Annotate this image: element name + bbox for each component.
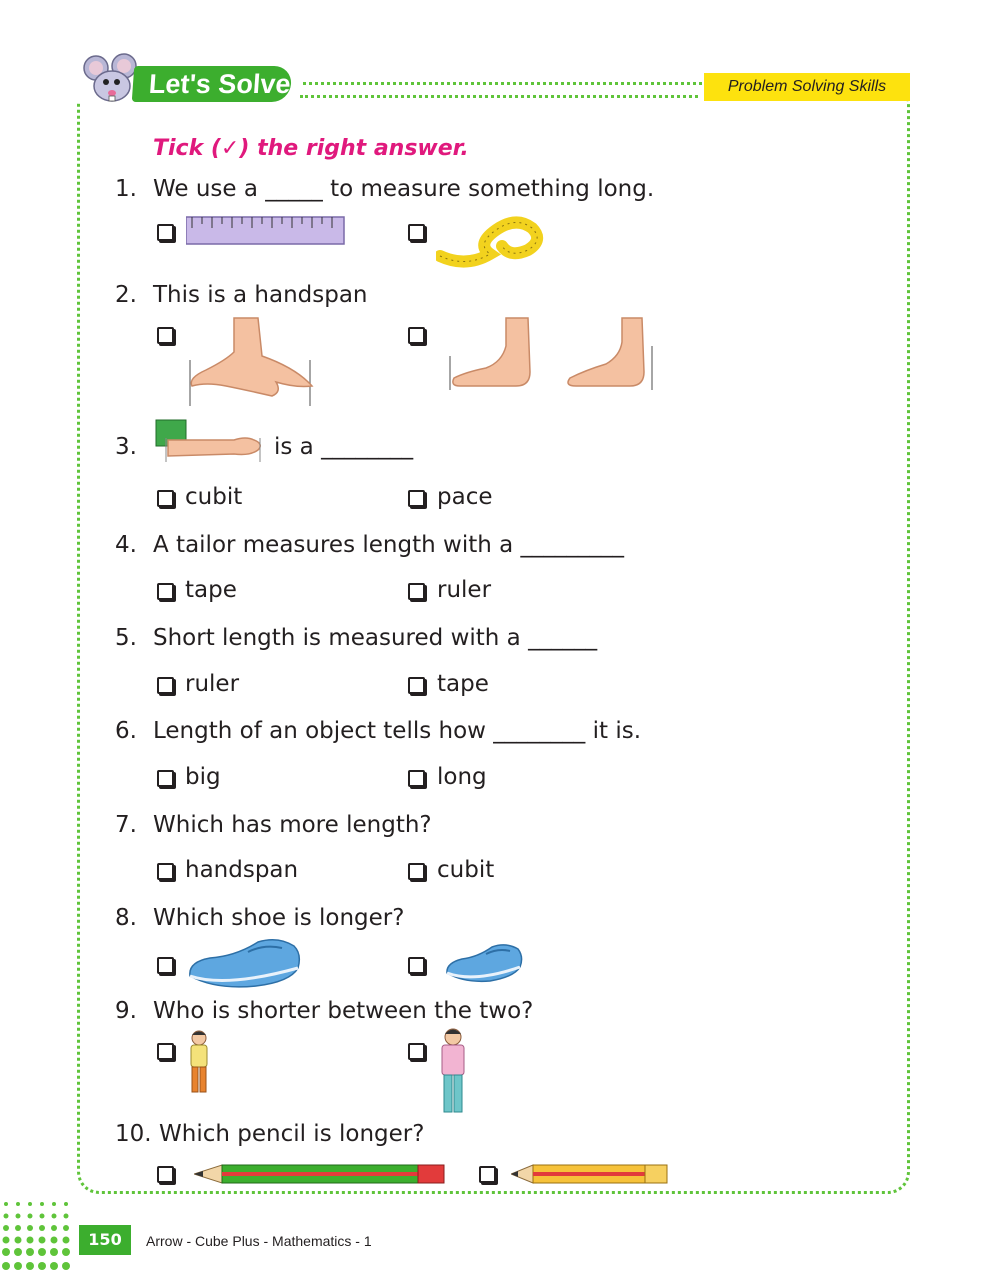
answer-checkbox[interactable] [408,1043,425,1060]
answer-checkbox[interactable] [157,677,174,694]
question-number: 10. [115,1121,152,1147]
answer-checkbox[interactable] [408,863,425,880]
decorative-dot-grid-icon [0,1180,80,1280]
option-label: long [437,764,487,790]
book-title: Arrow - Cube Plus - Mathematics - 1 [146,1233,372,1249]
question-number: 1. [115,176,137,202]
answer-checkbox[interactable] [157,957,174,974]
tall-boy-image [436,1028,470,1114]
question-number: 8. [115,905,137,931]
answer-checkbox[interactable] [157,770,174,787]
option-label: tape [437,671,489,697]
question-text: Short length is measured with a ______ [153,625,598,651]
short-pencil-image [511,1163,669,1185]
answer-checkbox[interactable] [157,327,174,344]
question-number: 5. [115,625,137,651]
answer-checkbox[interactable] [157,583,174,600]
question-number: 4. [115,532,137,558]
short-shoe-image [444,943,524,985]
option-label: ruler [437,577,492,603]
answer-checkbox[interactable] [408,677,425,694]
footspan-image [446,316,656,392]
answer-checkbox[interactable] [157,224,174,241]
answer-checkbox[interactable] [408,957,425,974]
lets-solve-banner: Let's Solve [132,66,293,102]
question-text: Which pencil is longer? [159,1121,425,1147]
answer-checkbox[interactable] [408,224,425,241]
answer-checkbox[interactable] [157,1043,174,1060]
long-shoe-image [186,938,302,990]
page-number: 150 [79,1225,131,1255]
answer-checkbox[interactable] [408,770,425,787]
question-number: 3. [115,434,137,460]
long-pencil-image [194,1163,446,1185]
question-text: Which shoe is longer? [153,905,405,931]
question-number: 6. [115,718,137,744]
question-number: 2. [115,282,137,308]
question-text: Which has more length? [153,812,432,838]
question-text: Length of an object tells how ________ it is. [153,718,642,744]
option-label: tape [185,577,237,603]
skill-tag: Problem Solving Skills [704,73,910,101]
option-label: handspan [185,857,299,883]
option-label: ruler [185,671,240,697]
handspan-image [186,316,316,408]
answer-checkbox[interactable] [408,583,425,600]
question-text: is a ________ [274,434,414,460]
header-dotted-line [300,95,698,98]
answer-checkbox[interactable] [157,863,174,880]
answer-checkbox[interactable] [157,1166,174,1183]
short-boy-image [186,1030,212,1094]
answer-checkbox[interactable] [157,490,174,507]
instruction-text: Tick (✓) the right answer. [153,136,469,161]
question-number: 9. [115,998,137,1024]
question-text: A tailor measures length with a _________ [153,532,625,558]
option-label: big [185,764,221,790]
answer-checkbox[interactable] [479,1166,496,1183]
option-label: pace [437,484,493,510]
question-text: This is a handspan [153,282,368,308]
cubit-arm-image [154,418,266,464]
measuring-tape-image [436,208,548,268]
question-number: 7. [115,812,137,838]
answer-checkbox[interactable] [408,327,425,344]
option-label: cubit [437,857,495,883]
ruler-image [186,216,346,246]
question-text: We use a _____ to measure something long. [153,176,655,202]
question-text: Who is shorter between the two? [153,998,534,1024]
option-label: cubit [185,484,243,510]
answer-checkbox[interactable] [408,490,425,507]
